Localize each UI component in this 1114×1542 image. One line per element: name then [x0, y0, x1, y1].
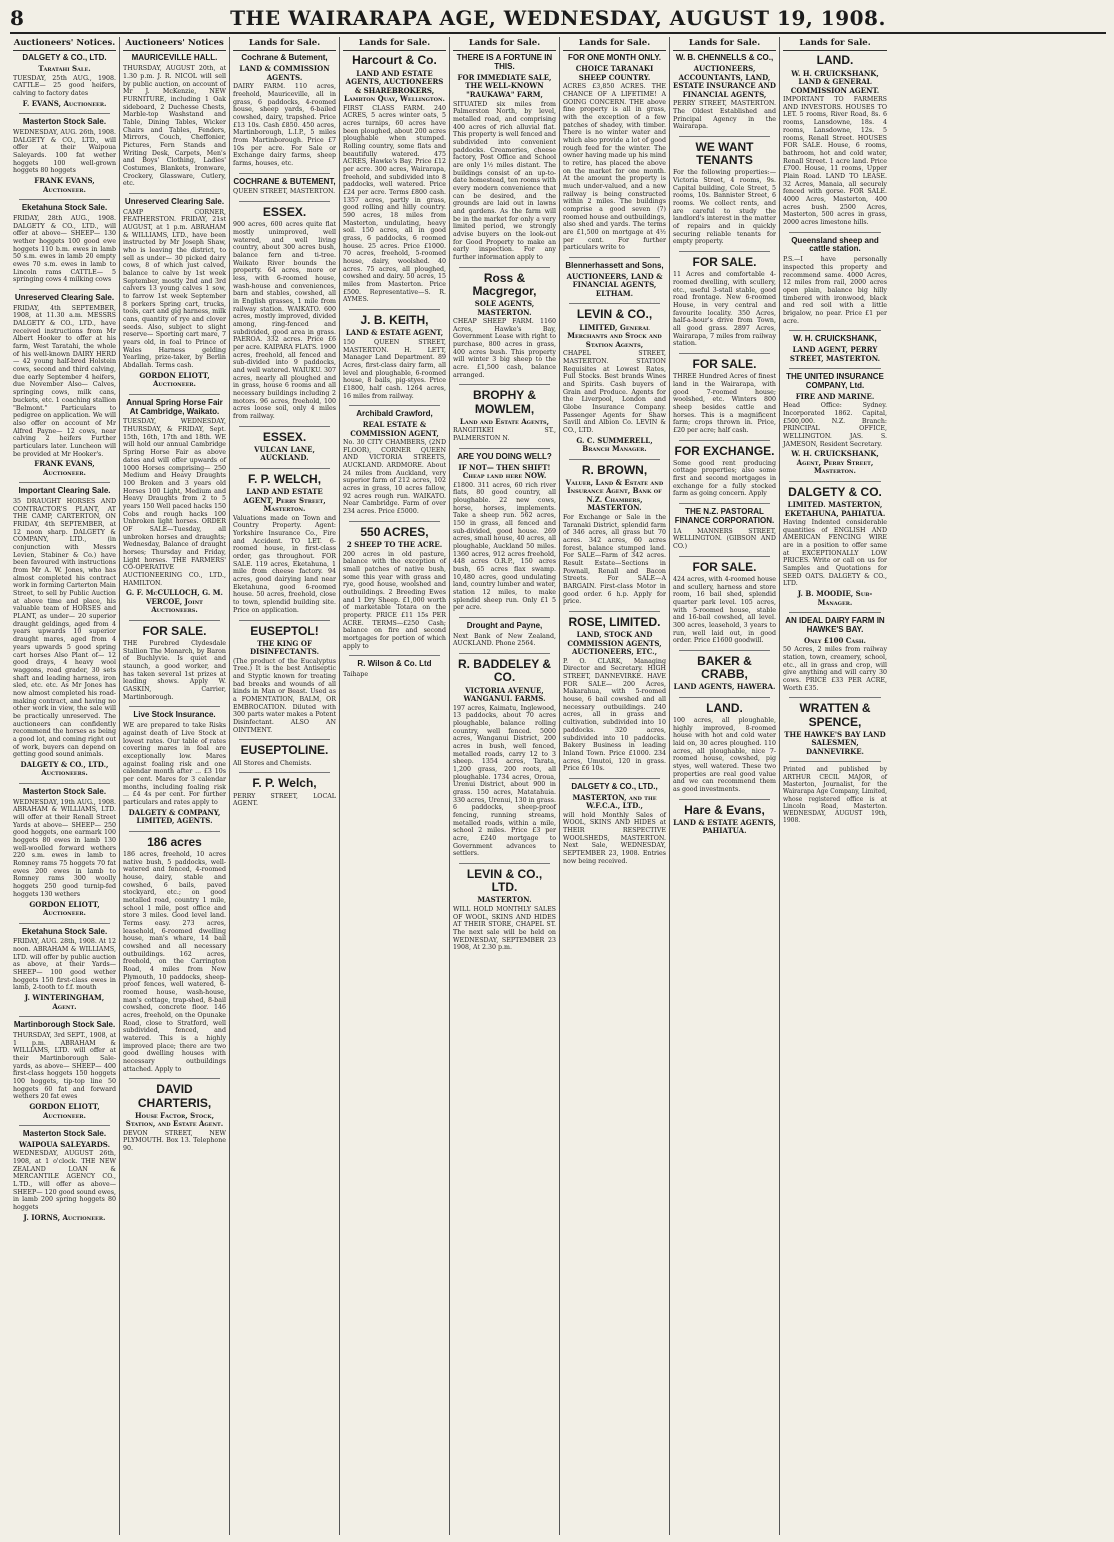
ad-body: WILL HOLD MONTHLY SALES OF WOOL, SKINS AND HIDES AT THEIR STORE, CHAPEL ST. The next sale will be held on WEDNESDAY, SEPTEMBER 23 1908, At 2.30 p.m. — [453, 905, 556, 952]
ad-signature: GORDON ELIOTT, Auctioneer. — [29, 899, 100, 918]
ad-title: FOR SALE. — [692, 559, 757, 574]
ad-subtitle: MASTERTON. — [477, 895, 532, 905]
divider — [239, 426, 330, 427]
advertisement — [123, 1083, 226, 1152]
advertisement — [123, 625, 226, 702]
ad-title: F. P. Welch, — [252, 776, 317, 791]
ad-title: EUSEPTOLINE. — [240, 743, 329, 758]
divider — [679, 799, 770, 800]
ad-title: Queensland sheep and cattle station. — [791, 235, 879, 254]
divider — [789, 697, 881, 698]
ad-subtitle: VICTORIA AVENUE, WANGANUI. FARMS. — [463, 685, 546, 704]
ad-body: IMPORTANT TO FARMERS AND INVESTORS. HOUSES TO LET. 5 rooms, River Road, 8s. 6 rooms, Lansdowne, 18s. 4 rooms, Lansdowne, 12s. 5 rooms, Renall Street. HOUSES FOR SALE. House, 6 rooms, bathroom, hot and cold water, Renall Street. 1 acre land. Price £700. House, 11 rooms, Upper Plain Road. LAND TO LEASE. 32 Acres, Manaia, all securely fenced with gorse. FOR SALE. 4000 Acres, Masterton, 400 acres bush. 2500 Acres, Masterton, 500 acres in grass, 2000 acres limestone hills. — [783, 96, 887, 226]
ad-body: Having Indented considerable quantities of ENGLISH AND AMERICAN FENCING WIRE are in a position to offer same at EXCEPTIONALLY LOW PRICES. Write or call on us for Samples and Quotations for SEED OATS. DALGETY & CO., LTD. — [783, 519, 887, 588]
ad-title: Live Stock Insurance. — [133, 710, 216, 720]
advertisement — [783, 237, 887, 326]
divider — [129, 620, 220, 621]
ad-signature: GORDON ELIOTT, Auctioneer. — [139, 370, 210, 389]
ad-body: TUESDAY, WEDNESDAY, THURSDAY, & FRIDAY, Sept. 15th, 16th, 17th and 18th. WE will hold our annual Cambridge Spring Horse Fair as above dates and will offer upwards of 1000 Horses comprising— 250 Medium and Heavy Draughts 100 Broken and 3 years old Horses 100 Light, Medium and Heavy Draughts from 2 to 5 years 150 Well paced hacks 150 Cobs and rough hacks 100 Unbroken light horses. ORDER OF SALE—Tuesday, all unbroken horses and draughts; Wednesday, Balance of draught horses; Thursday and Friday, Light horses. THE FARMERS' CO-OPERATIVE AUCTIONEERING CO., LTD., HAMILTON. — [123, 418, 226, 587]
ad-subtitle: 2 SHEEP TO THE ACRE. — [346, 540, 443, 549]
ad-subtitle: Valuer, Land & Estate and Insurance Agent, Bank of N.Z. Chambers, MASTERTON. — [565, 477, 664, 513]
ad-title: FOR SALE. — [692, 356, 757, 371]
ad-body: CHAPEL STREET, MASTERTON. STATION Requisites at Lowest Rates, Full Stocks. Best brands Wines and Spirits. Cash buyers of Grain and Produce. Agents for the Liverpool, London and Globe Insurance Company. Passenger Agents for Shaw Savill and Albion Co. LEVIN & CO., LTD. — [563, 350, 666, 434]
ad-subtitle: LAND AGENTS, HAWERA. — [673, 682, 776, 692]
advertisement — [233, 473, 336, 615]
ad-subtitle: AUCTIONEERS, ACCOUNTANTS, LAND, ESTATE INSURANCE AND FINANCIAL AGENTS, — [673, 64, 776, 99]
ad-body: DAIRY FARM. 110 acres, freehold, Mauriceville, all in grass, 6 paddocks, 4-roomed house, sheep yards, 6-bailed cowshed, dairy, trapshed. Price £13 10s. Cash £850. 450 acres, Martinborough, L.I.P., 5 miles from Martinborough. Price £7 10s per acre. For Sale or Exchange dairy farms, sheep farms, houses, etc. — [233, 83, 336, 167]
ad-title: Masterton Stock Sale. — [22, 117, 107, 127]
ad-body: £1800. 311 acres, 60 rich river flats, 80 good country, all ploughable. 22 new cows, horse, horses, implements. Take a sheep run. 562 acres, 150 in grass, all fenced and sub-divided, good house. 269 acres, small house, 40 acres, all ploughable, Auckland 50 miles. 1360 acres, 912 acres freehold, 448 acres O.R.P., 150 acres bush, 65 acres flax swamp. 10,480 acres, good undulating land, country lumber and water, station 12 miles, to make splendid sheep run. Only £1 5 per acre. — [453, 481, 556, 612]
ad-body: THREE Hundred Acres of finest land in the Wairarapa, with good 7-roomed house; woolshed, etc. Winters 800 sheep besides cattle and horses. This is a magnificent farm; crops thrown in. Price, £20 per acre; half cash. — [673, 373, 776, 434]
advertisement — [563, 308, 666, 453]
ad-subtitle: Only £100 Cash. — [803, 635, 866, 645]
divider — [569, 257, 660, 258]
ad-subtitle: LAND AND ESTATE AGENTS, AUCTIONEERS & SHAREBROKERS, Lambton Quay, Wellington. — [344, 68, 445, 104]
ad-body: All Stores and Chemists. — [233, 759, 312, 767]
ad-title: W. B. CHENNELLS & CO., — [675, 53, 774, 63]
ad-title: R. BADDELEY & CO. — [457, 657, 552, 685]
ad-title: Harcourt & Co. — [352, 53, 437, 68]
ad-title: FOR EXCHANGE. — [674, 443, 775, 458]
ad-body: Valuations made on Town and Country Property. Agent: Yorkshire Insurance Co., Fire and Accident. TO LET. 6-roomed house, in first-class order, gas throughout. FOR SALE. 119 acres, Eketahuna, 1 mile from cheese factory. 94 acres, good dairying land near Eketahuna, good 6-roomed house. 50 acres, freehold, close to town, splendid building site. Price on application. — [233, 514, 336, 614]
ad-subtitle: REAL ESTATE & COMMISSION AGENT, — [350, 420, 439, 438]
ad-title: Eketahuna Stock Sale. — [21, 203, 108, 213]
ad-body: 424 acres, with 4-roomed house and scullery, harness and store room, 16 bail shed, splendid quarter park level. 105 acres, with 5-roomed house, stable and 16-bail cowshed, all level. 300 acres, leasehold, 3 years to run, well laid out, in good order. Price £1600 goodwill. — [673, 575, 776, 645]
ad-body: will hold Monthly Sales of WOOL, SKINS AND HIDES at THEIR RESPECTIVE WOOLSHEDS, MASTERTON. Next Sale, WEDNESDAY, SEPTEMBER 23, 1908. Entries now being received. — [563, 811, 666, 865]
ad-body: SITUATED six miles from Palmerston North, by level, metalled road, and comprising 400 acres of rich alluvial flat. This property is well fenced and subdivided into convenient paddocks. Creameries, cheese factory, Post Office and School are only 1½ miles distant. The buildings consist of an up-to-date homestead, ten rooms with every modern convenience that can be desired, and the grounds are laid out in lawns and gardens. As the farm will be in the market for only a very limited period, we strongly advise buyers on the look-out for Good Property to make an early inspection. For any further information apply to — [453, 100, 556, 261]
column-heading: Lands for Sale. — [563, 37, 666, 51]
divider — [19, 1125, 110, 1126]
advertisement — [673, 445, 776, 499]
ad-title: LEVIN & CO., LTD. — [466, 867, 543, 895]
divider — [679, 556, 770, 557]
ad-title: WE WANT TENANTS — [695, 139, 754, 168]
divider — [349, 405, 440, 406]
ad-title: COCHRANE & BUTEMENT, — [233, 176, 336, 186]
column-7 — [670, 37, 780, 1535]
divider — [349, 309, 440, 310]
divider — [679, 136, 770, 137]
ad-subtitle: Land and Estate Agents, — [459, 416, 550, 426]
ad-title: LAND. — [816, 53, 854, 68]
advertisement — [673, 655, 776, 692]
advertisement — [123, 836, 226, 1074]
divider — [679, 353, 770, 354]
ad-body: WE are prepared to take Risks against death of Live Stock at lowest rates. Our table of rates covering mares in foal are exceptionally low. Mares against foaling risk and one calendar month after ... £3 10s per cent. Mares for 3 calendar months, including foaling risk ... £4 4s per cent. For further particulars and rates apply to — [123, 722, 226, 806]
advertisement — [13, 487, 116, 778]
ad-body: FIRST CLASS FARM. 240 ACRES, 5 acres winter oats, 5 acres turnips, 60 acres have been ploughed, about 200 acres ploughable when stumped. Rolling country, some flats and beautifully watered. 475 ACRES, Hawke's Bay. Price £12 per acre. 300 acres, Wairarapa, freehold, and subdivided into 8 paddocks, well watered. Price £24 per acre. Terms £800 cash. 1357 acres, partly in grass, good rolling and hilly country. 590 acres, 18 miles from Masterton, undulating, heavy soil. 150 acres, all in good grass, 6 paddocks, 6 roomed house. 25 acres. Price £1000. 70 acres, freehold, 5-roomed house, dairy, woolshed. 40 acres. 75 acres, all ploughed, cowshed and dairy. 50 acres, 15 miles from Masterton. Price £500. Representative—S. R. AYMES. — [343, 104, 446, 304]
divider — [459, 653, 550, 654]
advertisement — [453, 54, 556, 261]
advertisement — [13, 204, 116, 284]
ad-title: MAURICEVILLE HALL. — [131, 53, 218, 63]
divider — [569, 778, 660, 779]
advertisement — [673, 508, 776, 551]
ad-title: J. B. KEITH, — [360, 313, 429, 328]
ad-title: Cochrane & Butement, — [241, 53, 328, 63]
divider — [349, 655, 440, 656]
ad-title: LEVIN & CO., — [576, 307, 653, 322]
ad-signature: G. F. McCULLOCH, G. M. VERCOE, Joint Auctioneers. — [126, 588, 223, 615]
page-number: 8 — [10, 6, 24, 30]
advertisement — [233, 431, 336, 463]
advertisement — [343, 526, 446, 650]
divider — [349, 521, 440, 522]
divider — [789, 368, 881, 369]
ad-subtitle: SOLE AGENTS, MASTERTON. — [474, 299, 535, 317]
ad-body: 11 Acres and comfortable 4-roomed dwelling, with scullery, etc., useful 3-stall stable, good road frontage. New 6-roomed House, in very central and favourite locality. 350 Acres, half-a-hour's drive from Town, all good grass. 2897 Acres, Wairarapa, 7 miles from railway station. — [673, 271, 776, 348]
column-6 — [560, 37, 670, 1535]
ad-body: Taihape — [343, 671, 369, 679]
ad-body: TUESDAY, 25th AUG., 1908. CATTLE— 25 good heifers, calving to factory dates — [13, 74, 116, 98]
ad-title: ESSEX. — [262, 429, 307, 444]
ad-title: EUSEPTOL! — [250, 623, 319, 638]
advertisement — [343, 314, 446, 400]
advertisement — [783, 373, 887, 476]
ad-subtitle: FOR IMMEDIATE SALE, THE WELL-KNOWN "RAUKAWA" FARM, — [457, 72, 552, 100]
advertisement — [673, 804, 776, 836]
advertisement — [673, 358, 776, 435]
advertisement — [233, 777, 336, 808]
advertisement — [563, 262, 666, 298]
ad-title: Unreserved Clearing Sale. — [124, 196, 225, 206]
ad-subtitle: LAND & ESTATE AGENTS, PAHIATUA. — [673, 817, 776, 836]
ad-body: 1A MANNERS STREET, WELLINGTON. (GIBSON AND CO.) — [673, 527, 776, 551]
ad-body: CAMP CORNER, FEATHERSTON. FRIDAY, 21st AUGUST, at 1 p.m. ABRAHAM & WILLIAMS, LTD., have been instructed by Mr Joseph Shaw, who is leaving the district, to sell as under— 30 picked dairy cows, 8 of which just calved, balance to calve by 1st week September, mostly 2nd and 3rd calvers 13 young calves 1 sow, to farrow 1st week September 8 porkers Spring cart, trucks, tools, cart and gig harness, milk cans, quantity of rye and clover seeds. Also, subject to slight reserve— Sporting cart mare, 7 years old, in foal to Prince of Wales Harness gelding Yearling, prize-taker, by Berlin Abdallah. Terms cash. — [123, 208, 226, 370]
column-4 — [340, 37, 450, 1535]
ad-body: ACRES £3,850 ACRES. THE CHANCE OF A LIFETIME! A GOING CONCERN. THE above fine property is all in grass, with the exception of a few patches of shadey, with timber. There is no winter water and which also provide a lot of good rough feed for the winter. The owner having made up his mind to retire, has placed the above on the market for one month. At the amount the property is much under-valued, and a new railway is being constructed within 2 miles. The buildings comprise a good seven (7) roomed house and outbuildings, also shed and yards. The terms are £1,500 on mortgage at 4½ per cent. For further particulars write to — [563, 83, 666, 252]
advertisement — [673, 54, 776, 131]
ad-body: 197 acres, Kaimatu, Inglewood, 13 paddocks, about 70 acres ploughable, balance rolling country, well fenced. 5000 acres, Wanganui District, 200 acres in bush, well fenced, metalled roads, carry 12 to 3 sheep. 1354 acres, Tarata, 1,200 grass, 200 roots, all ploughable. 1734 acres, Oroua, Urenui District, about 900 in grass. 150 acres, Matatahuia. 330 acres, Urenui, 130 in grass. 6 paddocks, sheep-proof fencing, running streams, metalled roads, within a mile, school 2 miles. Price £3 per acre, £240 mortgage to Government advances to settlers. — [453, 704, 556, 858]
ad-body: P.S.—I have personally inspected this property and recommend same. 4000 Acres, 12 miles from rail, 2000 acres open plain, balance big hilly timbered with ironwood, black and red soil with a little brigalow, no pear. Price £1 per acre. — [783, 256, 887, 325]
ad-body: 200 acres in old pasture, balance with the exception of small patches of native bush, some this year with grass and rye, good house, woolshed and outbuildings. 2 Breeding Ewes and 1 Dry Sheep. £1,000 worth of marketable Totara on the property. PRICE £11 15s PER ACRE. TERMS—£250 Cash; balance on fire and second mortgages for portion of which apply to — [343, 550, 446, 650]
ad-body: (The product of the Eucalyptus Tree.) It is the best Antiseptic and Styptic known for treating bad breaks and wounds of all kinds in Man or Beast. Used as a FOMENTATION, BALM, OR EMBROCATION. Diluted with 300 parts water makes a Potent Disinfectant. ALSO AN OINTMENT. — [233, 657, 336, 734]
ad-signature: GORDON ELIOTT, Auctioneer. — [29, 1101, 100, 1120]
divider — [19, 199, 110, 200]
advertisement — [783, 54, 887, 226]
ad-subtitle: IF NOT— THEN SHIFT! Cheap land here NOW. — [458, 462, 551, 481]
ad-body: 35 DRAUGHT HORSES AND CONTRACTOR'S PLANT, AT THE CAMP, CARTERTON, ON FRIDAY, 4th SEPTEMBER, at 12 noon sharp. DALGETY & COMPANY, LTD., (in conjunction with Messrs Levien, Stabiner & Co.) have been favoured with instructions from Mr A. W. Jones, who has almost completed his contract work in forming Carterton Main Street, to sell by Public Auction at above time and place, his valuable team of HORSES and PLANT, as under— 20 superior draught geldings, aged from 4 years upwards 10 superior draught mares, aged from 4 years upwards 5 good spring cart horses Also Plant of— 12 good drays, 4 heavy wool waggons, road grader, 30 sets shaft and leading harness, iron sled, etc. etc. As Mr Jones has now almost completed his road-making contract, and having no other work in view, the sale will be practically unreserved. The auctioneers can confidently recommend the horses as being a good lot, and coming right out of work, buyers can depend on getting good sound animals. — [13, 498, 116, 759]
ad-title: WRATTEN & SPENCE, — [799, 701, 871, 729]
ad-body: QUEEN STREET, MASTERTON. — [233, 188, 336, 196]
column-heading: Lands for Sale. — [783, 37, 887, 51]
divider — [239, 772, 330, 773]
advertisement — [783, 486, 887, 607]
divider — [19, 113, 110, 114]
advertisement — [453, 272, 556, 380]
ad-title: Masterton Stock Sale. — [22, 1129, 107, 1139]
ad-subtitle: W. H. CRUICKSHANK, LAND & GENERAL COMMISSION AGENT. — [790, 68, 880, 95]
advertisement — [453, 658, 556, 858]
ad-subtitle: House Factor, Stock, Station, and Estate Agent. — [125, 1110, 224, 1129]
advertisement — [673, 141, 776, 246]
ad-subtitle: LAND & ESTATE AGENT, — [345, 328, 444, 338]
ad-body: THURSDAY, 3rd SEPT., 1908, at 1 p.m. ABRAHAM & WILLIAMS, LTD. will offer at their Martinborough Sale-yards, as above— SHEEP— 400 first-class hoggets 150 hoggets 100 hoggets, tip-top line 50 hoggets 60 fat and forward wethers 20 fat ewes — [13, 1031, 116, 1101]
ad-body: FRIDAY, AUG. 28th, 1908. At 12 noon. ABRAHAM & WILLIAMS, LTD. will offer by public auction as above, at their Yards— SHEEP— 100 good wether hoggets 150 first-class ewes in lamb, 2-tooth to f.f. mouth — [13, 938, 116, 992]
column-heading: Lands for Sale. — [233, 37, 336, 51]
advertisement — [123, 711, 226, 825]
advertisement — [123, 54, 226, 188]
divider — [239, 173, 330, 174]
ad-title: DAVID CHARTERIS, — [137, 1082, 212, 1110]
ad-title: THE UNITED INSURANCE COMPANY, Ltd. — [786, 372, 884, 390]
ad-title: Martinborough Stock Sale. — [13, 1020, 116, 1030]
divider — [789, 481, 881, 482]
advertisement — [13, 788, 116, 918]
advertisement — [563, 616, 666, 773]
publisher-imprint: Printed and published by ARTHUR CECIL MAJOR, of Masterton, Journalist, for the Wairarapa Age Company, Limited, whose registered office is at Lincoln Road, Masterton. WEDNESDAY, AUGUST 19th, 1908. — [783, 766, 887, 825]
divider — [789, 232, 881, 233]
advertisement — [13, 1130, 116, 1222]
ad-body: 100 acres, all ploughable, highly improved, 8-roomed house with hot and cold water laid on, 30 acres ploughed. 110 acres, all ploughable, nice 7-roomed house, cowshed, pig styes, well watered. These two properties are real good value and we can recommend them as good investments. — [673, 717, 776, 794]
column-1 — [10, 37, 120, 1535]
ad-title: ROSE, LIMITED. — [568, 615, 661, 629]
advertisement — [123, 198, 226, 389]
ad-subtitle: WAIPOUA SALEYARDS. — [18, 1139, 111, 1149]
divider — [129, 193, 220, 194]
ad-body: THE Purebred Clydesdale Stallion The Monarch, by Baron of Buchlyvie. Is quiet and staunch, a good worker, and has taken several 1st prizes at leading shows. Apply W. GASKIN, Carrier, Martinborough. — [123, 640, 226, 701]
ad-title: ESSEX. — [262, 205, 307, 220]
divider — [459, 384, 550, 385]
ad-title: R. BROWN, — [581, 462, 648, 477]
advertisement — [453, 622, 556, 648]
ad-subtitle: FIRE AND MARINE. — [795, 391, 875, 401]
column-heading: Lands for Sale. — [343, 37, 446, 51]
ad-signature: J. WINTERINGHAM, Agent. — [24, 993, 105, 1011]
ad-signature: J. B. MOODIE, Sub-Manager. — [797, 589, 873, 607]
ad-body: 186 acres, freehold, 10 acres native bush, 5 paddocks, well-watered and fenced, 4-roomed house, dairy, stable and cowshed, 6 bails, paved stockyard, etc.; on good metalled road, country 1 mile, school 1 mile, post office and store 3 miles. Good level land. Terms easy. 273 acres, leasehold, 6-roomed dwelling house, man's whare, 14 bail cowshed and all necessary outbuildings. 162 acres, freehold, on the Carrington Road, 4 miles from New Plymouth, 10 paddocks, sheep-proof fences, well watered, 6-roomed house, wash-house, man's cottage, trap-shed, 8-bail cowshed, concrete floor. 146 acres, freehold, on the Opunake Road, close to Stratford, well subdivided, fenced, and watered. This is a highly improved place; there are two good dwelling houses with necessary outbuildings attached. Apply to — [123, 850, 226, 1073]
ad-title: Annual Spring Horse Fair At Cambridge, Waikato. — [126, 397, 223, 416]
ad-body: WEDNESDAY, 19th AUG., 1908. ABRAHAM & WILLIAMS, LTD. will offer at their Renall Street Yards at above— SHEEP— 250 good hoggets, one earmark 100 hoggets 80 ewes in lamb 130 well-woolled forward wethers 220 s.m. ewes in lamb to Romney rams 75 hoggets 70 fat ewes 200 ewes in lamb to Romney rams 300 woolly hoggets 250 good turnip-fed hoggets 130 wethers — [13, 798, 116, 898]
ad-title: BAKER & CRABB, — [697, 653, 752, 682]
ad-body: 900 acres, 600 acres quite flat mostly unimproved, well watered, and well living country, about 300 acres bush, balance fern and ti-tree. Waikato River bounds the property. 64 acres, more or less, with 6-roomed house, wash-house and conveniences, barn and stables, cowshed, all in English grasses, 1 mile from railway station. WAIKATO. 600 acres, mostly improved, divided among, ring-fenced and subdivided, good area in grass. PAEROA. 332 acres. Price £6 per acre. KAIPARA FLATS. 1900 acres, freehold, all fenced and sub-divided into 9 paddocks, and well watered. WAIUKU. 307 acres, nearly all ploughed and in grass, house 6 rooms and all necessary buildings including 2 motors. 96 acres, freehold, 100 acres loose soil, only 4 miles from railway. — [233, 221, 336, 421]
column-3 — [230, 37, 340, 1535]
divider — [459, 863, 550, 864]
ad-title: THE N.Z. PASTORAL FINANCE CORPORATION. — [674, 507, 775, 525]
ad-signature: G. C. SUMMERELL, Branch Manager. — [576, 435, 653, 454]
ad-title: Masterton Stock Sale. — [22, 786, 107, 796]
ad-title: DALGETY & CO. — [788, 484, 882, 499]
ad-body: 50 Acres, 2 miles from railway station, town, creamery, school, etc., all in grass and crop, will give anything and will carry 30 cows. PRICE £33 PER ACRE, Worth £35. — [783, 646, 887, 692]
ad-body: THURSDAY, AUGUST 20th, at 1.30 p.m. J. R. NICOL will sell by public auction, on account of Mr J. McKenzie, NEW FURNITURE, including 1 Oak sideboard, 2 Duchesse Chests, Marble-top Washstand and Table, Dining Tables, Wicker Chairs and Tables, Fenders, Mirrors, Couch, Cheffonier, Pictures, Fern Stands and Writing Desk, Carpets, Men's and Boys' Clothing, Ladies' Costumes, Blankets, Ironware, Crockery, Glassware, Cutlery, etc. — [123, 65, 226, 188]
advertisement — [673, 256, 776, 348]
ad-title: LAND. — [706, 700, 743, 715]
advertisement — [233, 625, 336, 735]
advertisement — [783, 617, 887, 692]
ad-signature: DALGETY & CO., LTD., Auctioneers. — [20, 759, 109, 778]
ad-signature: DALGETY & COMPANY, LIMITED, AGENTS. — [128, 807, 221, 826]
advertisement — [13, 294, 116, 477]
ad-title: F. P. WELCH, — [247, 471, 322, 486]
ad-signature: J. IORNS, Auctioneer. — [23, 1212, 106, 1222]
ad-body: FRIDAY, 4th SEPTEMBER, 1908, at 11.30 a.m. MESSRS DALGETY & CO., LTD., have received instructions from Mr Albert Hooker to offer at his farm, West Taratahi, the whole of his well-known DAIRY HERD— 42 young half-bred Holstein cows, second and third calving, due early September 4 heifers, due November Also— Calves, springing cows, milk cans, buckets, etc. 1 coaching stallion "Belmont." Particulars to pedigree on application. We will also offer on account of Mr Alfred Payne— 12 cows, near calving 2 heifers Further particulars later. Luncheon will be provided at Mr Hooker's. — [13, 304, 116, 458]
divider — [789, 330, 881, 331]
ad-title: Unreserved Clearing Sale. — [14, 292, 115, 302]
ad-title: Archibald Crawford, — [356, 409, 433, 419]
divider — [679, 440, 770, 441]
ad-subtitle: LAND AND ESTATE AGENT, Perry Street, Masterton. — [243, 487, 326, 514]
ad-body: No. 30 CITY CHAMBERS, (2ND FLOOR), CORNER QUEEN AND VICTORIA STREETS, AUCKLAND. ARDMORE. About 24 miles from Auckland, very superior farm of 212 acres, 102 acres in grass, 10 acres fallow, 92 acres rough run. WAIKATO. Near Cambridge. Farm of over 234 acres. Price £5000. — [343, 439, 446, 516]
advertisement — [13, 118, 116, 194]
ad-body: FRIDAY, 28th AUG., 1908. DALGETY & CO., LTD., will offer at above— SHEEP— 130 wether hoggets 100 good ewe hoggets 110 b.m. ewes in lamb 50 s.m. ewes in lamb 20 empty ewes 70 s.m. ewes in lamb to Lincoln rams CATTLE— 5 springing cows 4 milking cows — [13, 214, 116, 284]
ad-body: Head Office: Sydney. Incorporated 1862. Capital, £500,000. N.Z. Branch: PRINCIPAL OFFICE, WELLINGTON. JAS. S. JAMESON, Resident Secretary. — [783, 402, 887, 448]
ad-title: THERE IS A FORTUNE IN THIS. — [456, 53, 553, 72]
ad-title: DALGETY & CO., LTD., — [571, 781, 658, 791]
ad-title: FOR SALE. — [142, 623, 207, 638]
column-heading: Auctioneers' Notices. — [13, 37, 116, 51]
columns — [10, 37, 1106, 1535]
divider — [679, 650, 770, 651]
divider — [129, 831, 220, 832]
ad-title: DALGETY & CO., LTD. — [22, 53, 107, 63]
ad-body: PERRY STREET, MASTERTON. The Oldest Established and Principal Agency in the Wairarapa. — [673, 100, 776, 131]
divider — [459, 448, 550, 449]
divider — [459, 267, 550, 268]
ad-body: 150 QUEEN STREET, MASTERTON. H. LETT, Manager Land Department. 89 Acres, first-class dairy farm, all level and ploughable, 6-roomed house, 8 bails, pig-styes. Price £1800, half cash. 1264 acres, 16 miles from railway. — [343, 338, 446, 400]
divider — [679, 503, 770, 504]
ad-body: For Exchange or Sale in the Taranaki District, splendid farm of 346 acres, all grass but 70 acres. 342 acres, 60 acres forest, balance stumped land. For SALE—Farm of 342 acres. Result Estate—Sections in Pownall, Renall and Bacon Streets. For SALE—A BARGAIN. First-class Motor in good order. 6 h.p. Apply for price. — [563, 513, 666, 606]
ad-title: FOR ONE MONTH ONLY. — [567, 53, 662, 63]
masthead — [10, 6, 1106, 34]
advertisement — [453, 868, 556, 952]
column-5 — [450, 37, 560, 1535]
ad-signature: FRANK EVANS, Auctioneer. — [34, 176, 95, 194]
column-2 — [120, 37, 230, 1535]
column-8 — [780, 37, 890, 1535]
ad-title: BROPHY & MOWLEM, — [472, 388, 537, 416]
divider — [129, 706, 220, 707]
divider — [129, 394, 220, 395]
advertisement — [453, 453, 556, 612]
ad-body: Some good rent producing cottage properties; also some first and second mortgages in exchange for a fully stocked farm as going concern. Apply — [673, 459, 776, 498]
ad-signature: FRANK EVANS, Auctioneer. — [34, 459, 95, 477]
advertisement — [673, 702, 776, 794]
ad-body: Next Bank of New Zealand, AUCKLAND. Phone 2564. — [453, 632, 556, 648]
ad-title: Drought and Payne, — [466, 621, 543, 630]
divider — [19, 1016, 110, 1017]
divider — [239, 739, 330, 740]
ad-title: FOR SALE. — [692, 255, 757, 270]
divider — [239, 620, 330, 621]
ad-subtitle: MASTERTON, and the W.F.C.A., LTD., — [572, 792, 657, 811]
ad-body: CHEAP SHEEP FARM. 1160 Acres, Hawke's Bay, Government Lease with right to purchase, 800 acres in grass, 400 acres bush. This property will winter 3 big sheep to the acre. £1,500 cash, balance arranged. — [453, 318, 556, 379]
column-heading: Lands for Sale. — [453, 37, 556, 51]
advertisement — [13, 54, 116, 108]
advertisement — [233, 206, 336, 421]
ad-body: DEVON STREET, NEW PLYMOUTH. Box 13. Telephone 90. — [123, 1129, 226, 1153]
ad-subtitle: THE KING OF DISINFECTANTS. — [249, 638, 320, 657]
divider — [679, 251, 770, 252]
advertisement — [563, 54, 666, 252]
ad-title: Blennerhassett and Sons, — [565, 261, 664, 270]
column-heading: Lands for Sale. — [673, 37, 776, 51]
ad-body: RANGITIKEI ST., PALMERSTON N. — [453, 427, 556, 443]
ad-title: 186 acres — [147, 834, 202, 849]
advertisement — [783, 335, 887, 363]
divider — [789, 612, 881, 613]
ad-subtitle: AUCTIONEERS, LAND & FINANCIAL AGENTS, ELTHAM. — [566, 271, 663, 298]
advertisement — [123, 399, 226, 615]
divider — [569, 611, 660, 612]
ad-body: WEDNESDAY, AUGUST 26th, 1908, at 1 o'clock. THE NEW ZEALAND LOAN & MERCANTILE AGENCY CO., L.TD., will offer as above— SHEEP— 120 good sound ewes, in lamb 200 spring hoggets 80 hoggets — [13, 1150, 116, 1212]
divider — [19, 289, 110, 290]
divider — [239, 201, 330, 202]
advertisement — [783, 702, 887, 756]
divider — [679, 697, 770, 698]
newspaper-title: THE WAIRARAPA AGE, WEDNESDAY, AUGUST 19, 1908. — [230, 6, 886, 30]
ad-title: R. Wilson & Co. Ltd — [357, 659, 432, 669]
ad-title: Important Clearing Sale. — [18, 486, 111, 496]
ad-subtitle: LAND AGENT, PERRY STREET, MASTERTON. — [789, 345, 881, 363]
ad-title: W. H. CRUICKSHANK, — [793, 334, 877, 344]
advertisement — [563, 464, 666, 606]
ad-subtitle: THE HAWKE'S BAY LAND SALESMEN, DANNEVIRKE. — [784, 729, 886, 756]
advertisement — [233, 178, 336, 196]
divider — [569, 459, 660, 460]
advertisement — [343, 410, 446, 516]
ad-subtitle: LAND, STOCK AND COMMISSION AGENTS, AUCTIONEERS, ETC., — [567, 630, 662, 657]
ad-signature: F. EVANS, Auctioneer. — [22, 98, 107, 108]
divider — [239, 468, 330, 469]
ad-title: Eketahuna Stock Sale. — [21, 926, 108, 936]
advertisement — [343, 54, 446, 304]
ad-title: AN IDEAL DAIRY FARM IN HAWKE'S BAY. — [785, 616, 885, 634]
ad-body: WEDNESDAY, AUG. 26th, 1908. DALGETY & CO., LTD., will offer at their Waipoua Saleyards. 100 fat wether hoggets 100 well-grown hoggets 80 hoggets — [13, 129, 116, 175]
divider — [789, 761, 881, 762]
ad-subtitle: VULCAN LANE, AUCKLAND. — [254, 444, 315, 463]
ad-title: Hare & Evans, — [684, 802, 765, 817]
divider — [19, 482, 110, 483]
advertisement — [563, 783, 666, 866]
ad-title: Ross & Macgregor, — [472, 270, 537, 298]
ad-title: 550 ACRES, — [360, 524, 429, 539]
advertisement — [673, 561, 776, 645]
ad-body: PERRY STREET, LOCAL AGENT. — [233, 792, 336, 808]
advertisement — [783, 766, 887, 825]
advertisement — [343, 660, 446, 678]
ad-subtitle: CHOICE TARANAKI SHEEP COUNTRY. — [575, 64, 654, 82]
advertisement — [13, 1021, 116, 1120]
column-heading: Auctioneers' Notices — [123, 37, 226, 51]
ad-title: ARE YOU DOING WELL? — [457, 451, 552, 461]
ad-body: P. O. CLARK, Managing Director and Secretary. HIGH STREET, DANNEVIRKE. HAVE FOR SALE— 200 Acres, Makarahua, with 5-roomed house, 6 bail cowshed and all necessary outbuildings. 240 acres, all in grass and cultivation, subdivided into 10 paddocks. 320 acres, subdivided into 10 paddocks. Bakery Business in leading Inland Town. Price £1000. 234 acres, Umutoi, 120 in grass. Price £6 10s. — [563, 657, 666, 773]
divider — [459, 617, 550, 618]
ad-subtitle: LIMITED, General Merchants and Stock and Station Agents, — [567, 322, 662, 349]
ad-subtitle: LIMITED. MASTERTON, EKETAHUNA, PAHIATUA. — [784, 500, 886, 518]
ad-subtitle: LAND & COMMISSION AGENTS. — [239, 64, 330, 82]
ad-signature: W. H. CRUICKSHANK, Agent, Perry Street, Masterton. — [791, 449, 879, 476]
divider — [19, 783, 110, 784]
divider — [569, 303, 660, 304]
ad-subtitle: Taratahi Sale. — [38, 64, 91, 74]
advertisement — [453, 389, 556, 442]
advertisement — [13, 928, 116, 1012]
divider — [19, 923, 110, 924]
ad-body: For the following properties:— Victoria Street, 4 rooms, 9s. Capital building, Cole Street, 5 rooms, 10s. Bannister Street, 6 rooms. We collect rents, and are careful to study the landlord's interest in the matter of repairs and in quickly securing reliable tenants for empty property. — [673, 169, 776, 246]
divider — [129, 1078, 220, 1079]
advertisement — [233, 744, 336, 767]
advertisement — [233, 54, 336, 167]
